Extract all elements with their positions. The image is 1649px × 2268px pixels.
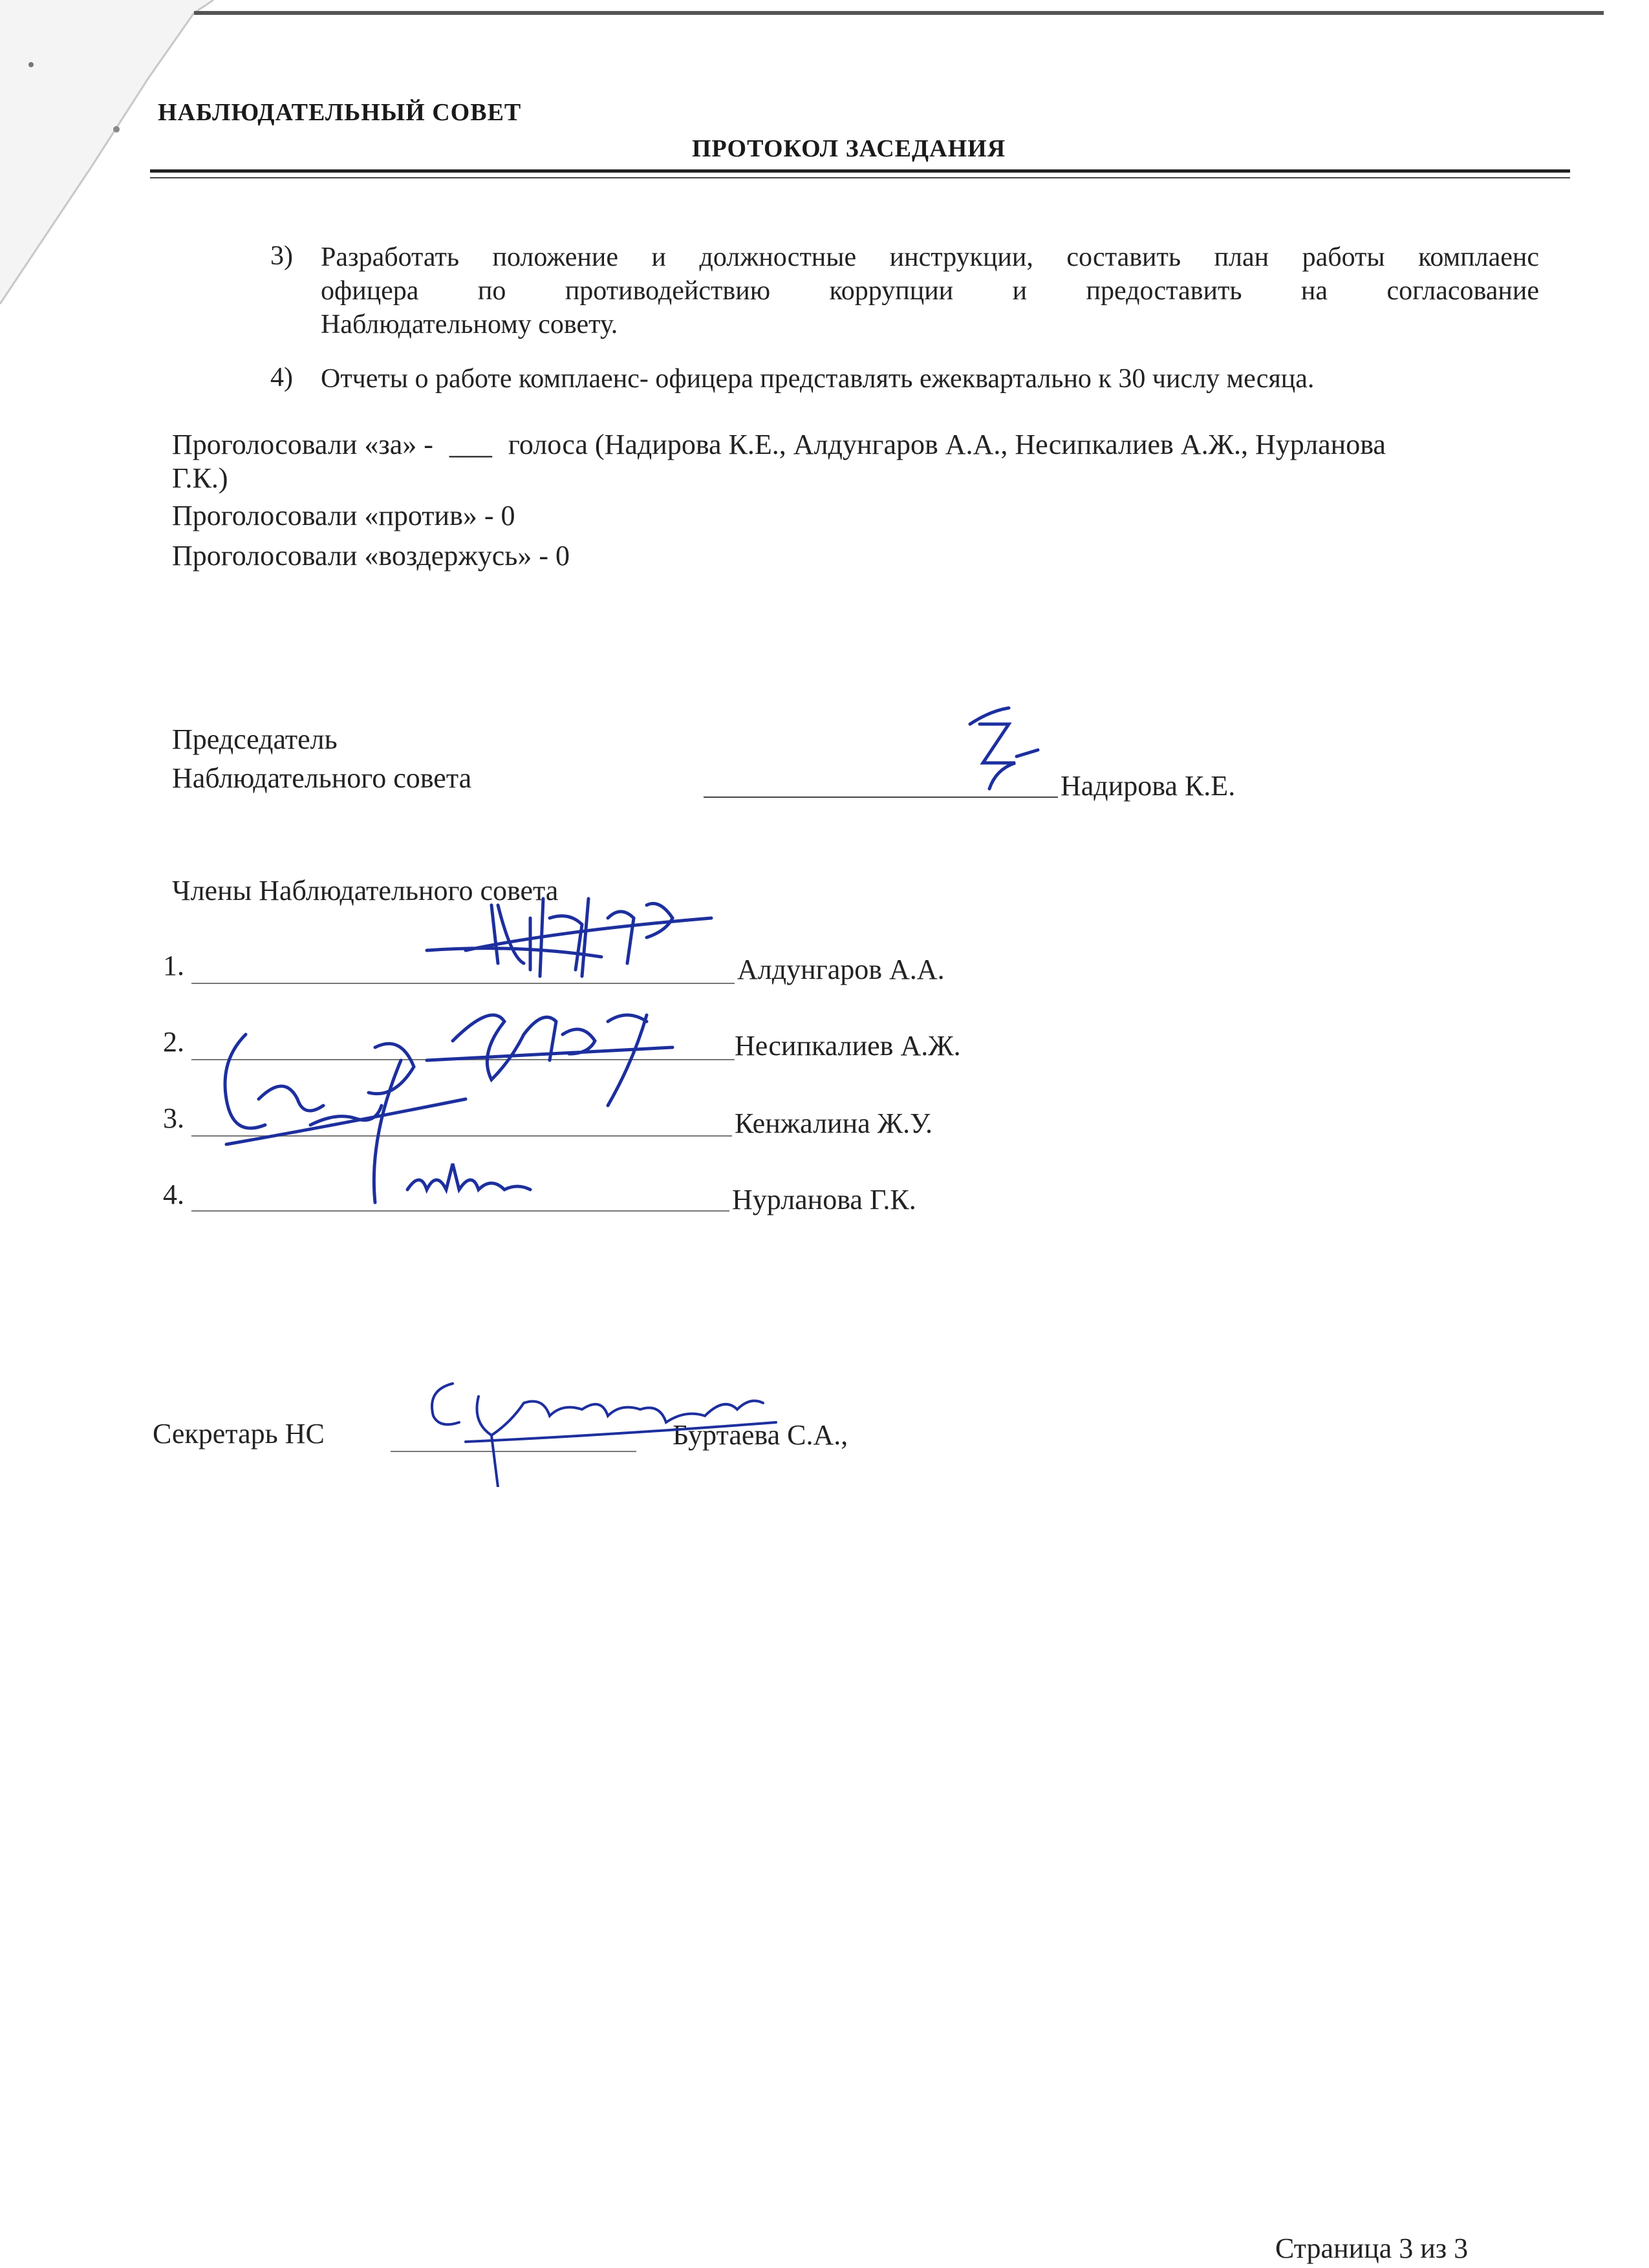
member-name: Алдунгаров А.А.	[737, 954, 945, 985]
item-line: Разработать положение и должностные инструкции, составить план работы комплаенс	[321, 242, 1539, 272]
member-name: Нурланова Г.К.	[732, 1184, 916, 1215]
member-number: 3.	[163, 1102, 184, 1134]
chair-title: Председатель	[172, 723, 338, 755]
list-item	[321, 241, 1539, 341]
member-name: Несипкалиев А.Ж.	[735, 1030, 961, 1062]
council-header: НАБЛЮДАТЕЛЬНЫЙ СОВЕТ	[158, 99, 522, 126]
chair-signature	[944, 698, 1048, 795]
member-number: 4.	[163, 1179, 184, 1210]
protocol-title: ПРОТОКОЛ ЗАСЕДАНИЯ	[692, 135, 1006, 162]
secretary-title: Секретарь НС	[153, 1418, 325, 1450]
votes-for-prefix: Проголосовали «за» -	[172, 429, 433, 460]
member-signature-4	[401, 1151, 543, 1215]
member-number: 2.	[163, 1026, 184, 1058]
item-number: 4)	[270, 363, 293, 392]
chair-name: Надирова К.Е.	[1061, 770, 1236, 802]
votes-for-blank: ___	[449, 429, 492, 460]
votes-for-continued: Г.К.)	[172, 462, 228, 494]
member-number: 1.	[163, 950, 184, 981]
member-name: Кенжалина Ж.У.	[735, 1107, 933, 1139]
header-rule-thin	[150, 177, 1570, 178]
item-line: Отчеты о работе комплаенс- офицера представлять ежеквартально к 30 числу месяца.	[321, 364, 1315, 394]
list-item	[321, 362, 1539, 396]
votes-for-names: голоса (Надирова К.Е., Алдунгаров А.А., Несипкалиев А.Ж., Нурланова	[508, 429, 1386, 460]
item-number: 3)	[270, 241, 293, 271]
votes-against: Проголосовали «против» - 0	[172, 500, 515, 531]
secretary-signature	[414, 1358, 828, 1487]
votes-abstain: Проголосовали «воздержусь» - 0	[172, 540, 570, 572]
item-line: Наблюдательному совету.	[321, 310, 618, 339]
item-line: офицера по противодействию коррупции и предоставить на согласование	[321, 276, 1539, 306]
chair-title-line2: Наблюдательного совета	[172, 762, 472, 794]
header-rule-thick	[150, 169, 1570, 173]
votes-for	[172, 428, 1386, 461]
secretary-name: Буртаева С.А.,	[673, 1419, 848, 1451]
page-number: Страница 3 из 3	[1275, 2232, 1469, 2264]
chair-signature-line	[704, 797, 1058, 798]
members-heading: Члены Наблюдательного совета	[172, 875, 559, 906]
